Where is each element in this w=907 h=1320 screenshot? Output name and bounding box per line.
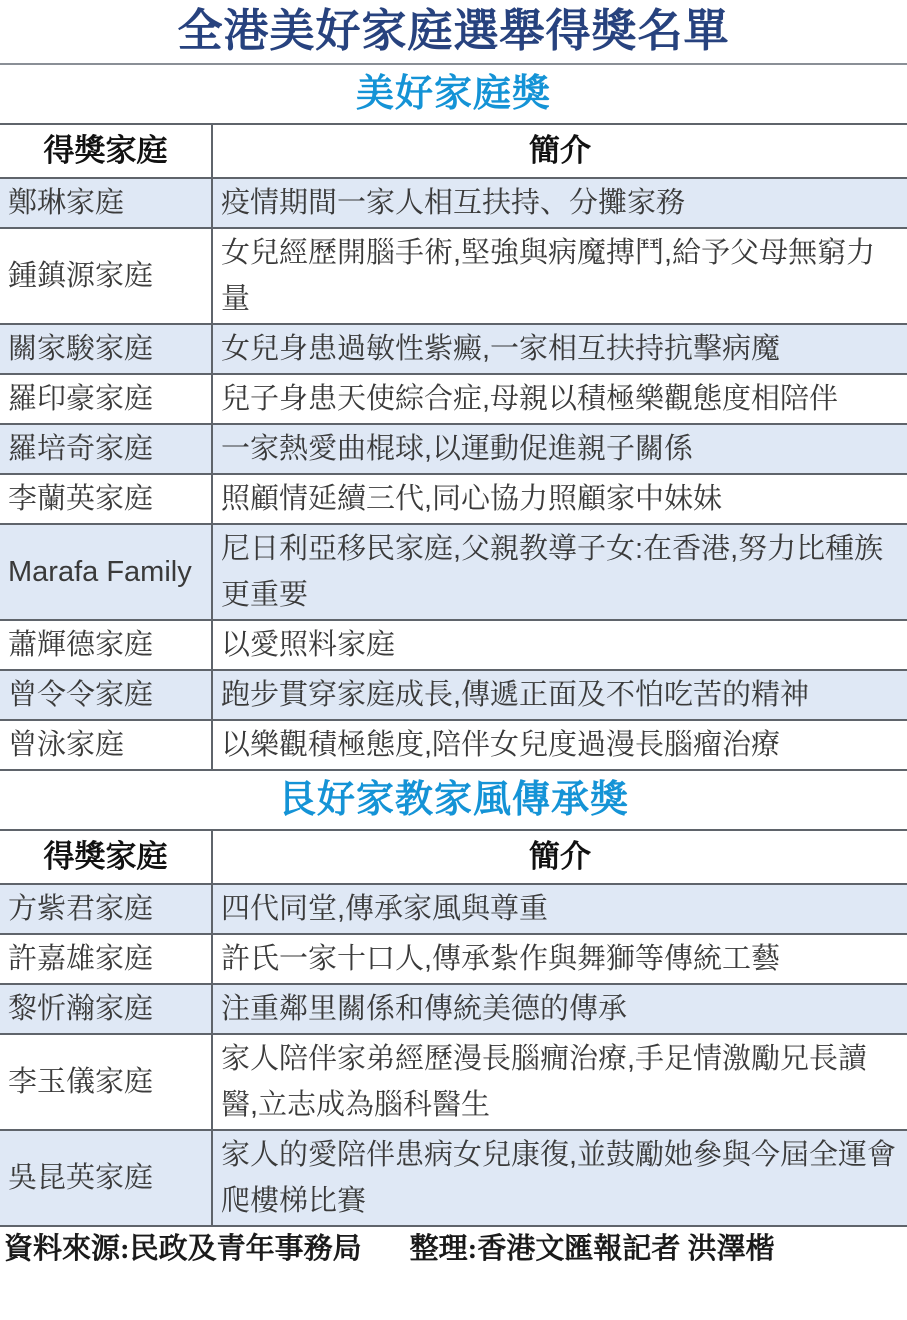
footer-credits [0, 1227, 907, 1272]
family-name: 曾泳家庭 [0, 720, 212, 770]
column-header-family: 得獎家庭 [0, 124, 212, 178]
family-desc: 家人的愛陪伴患病女兒康復,並鼓勵她參與今屆全運會爬樓梯比賽 [212, 1130, 907, 1226]
table-row [0, 228, 907, 324]
table-row [0, 178, 907, 228]
table-header-row [0, 124, 907, 178]
family-name: 鄭琳家庭 [0, 178, 212, 228]
family-name: 鍾鎮源家庭 [0, 228, 212, 324]
family-desc: 照顧情延續三代,同心協力照顧家中妹妹 [212, 474, 907, 524]
table-row [0, 984, 907, 1034]
column-header-family: 得獎家庭 [0, 830, 212, 884]
family-desc: 疫情期間一家人相互扶持、分攤家務 [212, 178, 907, 228]
table-row [0, 1034, 907, 1130]
section-heading-beautiful-family-award: 美好家庭獎 [355, 73, 551, 115]
family-name: 李蘭英家庭 [0, 474, 212, 524]
table-row [0, 424, 907, 474]
page-title: 全港美好家庭選舉得獎名單 [177, 5, 730, 56]
table-header-row [0, 830, 907, 884]
column-header-desc: 簡介 [212, 124, 907, 178]
family-name: Marafa Family [0, 524, 212, 620]
family-desc: 四代同堂,傳承家風與尊重 [212, 884, 907, 934]
table-row [0, 474, 907, 524]
family-desc: 一家熱愛曲棍球,以運動促進親子關係 [212, 424, 907, 474]
table-row [0, 620, 907, 670]
family-name: 黎忻瀚家庭 [0, 984, 212, 1034]
family-name: 羅培奇家庭 [0, 424, 212, 474]
table-row [0, 884, 907, 934]
family-desc: 跑步貫穿家庭成長,傳遞正面及不怕吃苦的精神 [212, 670, 907, 720]
family-name: 許嘉雄家庭 [0, 934, 212, 984]
family-name: 羅印豪家庭 [0, 374, 212, 424]
family-desc: 兒子身患天使綜合症,母親以積極樂觀態度相陪伴 [212, 374, 907, 424]
family-name: 李玉儀家庭 [0, 1034, 212, 1130]
family-name: 關家駿家庭 [0, 324, 212, 374]
footer-source: 資料來源:民政及青年事務局 [4, 1233, 362, 1265]
family-desc: 注重鄰里關係和傳統美德的傳承 [212, 984, 907, 1034]
table-row [0, 324, 907, 374]
family-desc: 以樂觀積極態度,陪伴女兒度過漫長腦瘤治療 [212, 720, 907, 770]
column-header-desc: 簡介 [212, 830, 907, 884]
table-row [0, 374, 907, 424]
section-heading-family-tradition-award: 艮好家教家風傳承獎 [277, 779, 629, 821]
table-row [0, 1130, 907, 1226]
footer-editor: 整理:香港文匯報記者 洪澤楷 [409, 1233, 775, 1265]
table-row [0, 670, 907, 720]
family-desc: 尼日利亞移民家庭,父親教導子女:在香港,努力比種族更重要 [212, 524, 907, 620]
family-name: 方紫君家庭 [0, 884, 212, 934]
family-desc: 女兒經歷開腦手術,堅強與病魔搏鬥,給予父母無窮力量 [212, 228, 907, 324]
award-table-beautiful-family [0, 123, 907, 771]
table-row [0, 934, 907, 984]
table-row [0, 720, 907, 770]
award-table-family-tradition [0, 829, 907, 1227]
family-desc: 家人陪伴家弟經歷漫長腦癇治療,手足情激勵兄長讀醫,立志成為腦科醫生 [212, 1034, 907, 1130]
table-row [0, 524, 907, 620]
family-name: 吳昆英家庭 [0, 1130, 212, 1226]
family-name: 蕭輝德家庭 [0, 620, 212, 670]
family-desc: 以愛照料家庭 [212, 620, 907, 670]
family-name: 曾令令家庭 [0, 670, 212, 720]
family-desc: 許氏一家十口人,傳承紮作與舞獅等傳統工藝 [212, 934, 907, 984]
family-desc: 女兒身患過敏性紫癜,一家相互扶持抗擊病魔 [212, 324, 907, 374]
